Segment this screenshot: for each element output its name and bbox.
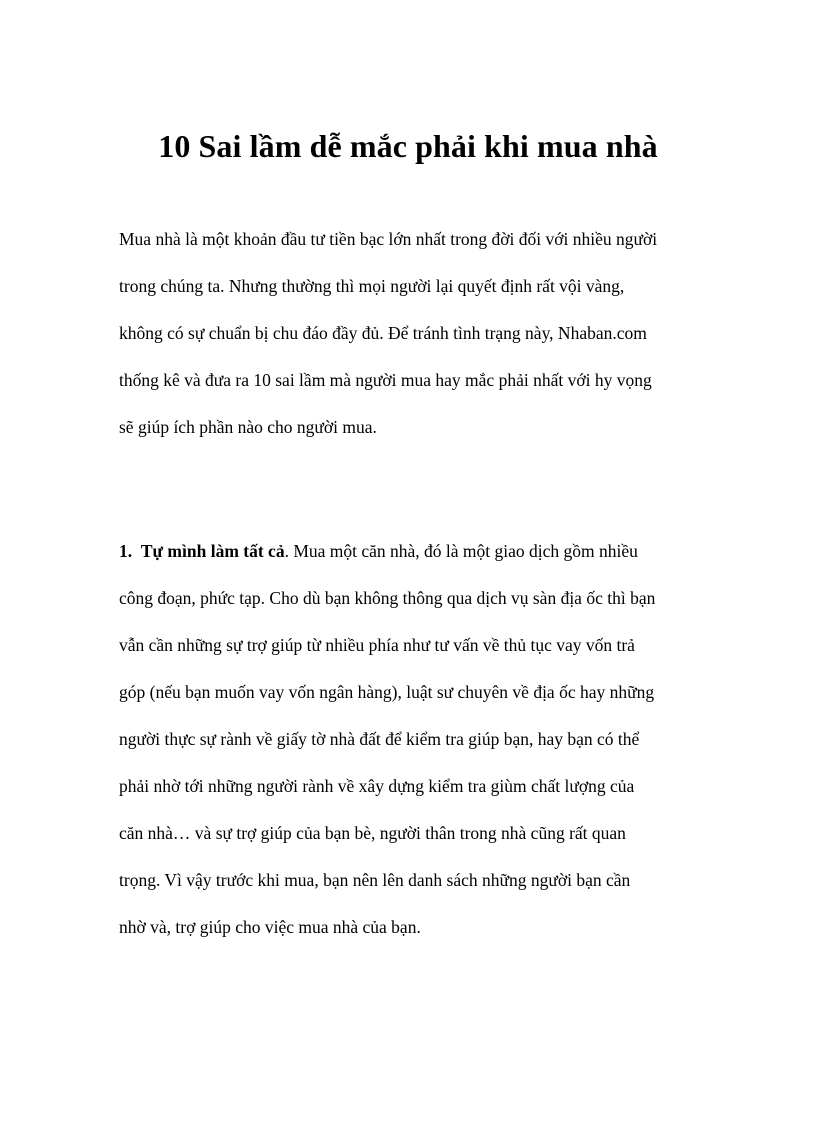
intro-line: không có sự chuẩn bị chu đáo đầy đủ. Để tránh tình trạng này, Nhaban.com [119, 323, 647, 343]
section-1-line: nhờ và, trợ giúp cho việc mua nhà của bạn. [119, 917, 421, 937]
section-1-first-line [119, 528, 709, 575]
section-1-line: công đoạn, phức tạp. Cho dù bạn không thông qua dịch vụ sàn địa ốc thì bạn [119, 588, 656, 608]
intro-line: trong chúng ta. Nhưng thường thì mọi người lại quyết định rất vội vàng, [119, 276, 625, 296]
intro-line: sẽ giúp ích phần nào cho người mua. [119, 417, 377, 437]
document-title: 10 Sai lầm dễ mắc phải khi mua nhà [158, 128, 658, 164]
section-1-line: góp (nếu bạn muốn vay vốn ngân hàng), luật sư chuyên về địa ốc hay những [119, 682, 655, 702]
section-1-number: 1. [119, 541, 133, 561]
section-1-line: người thực sự rành về giấy tờ nhà đất để kiểm tra giúp bạn, hay bạn có thể [119, 729, 640, 749]
section-1-heading: Tự mình làm tất cả [140, 541, 285, 561]
intro-paragraph [119, 216, 709, 451]
section-1-paragraph [119, 528, 709, 951]
section-1-line: vẫn cần những sự trợ giúp từ nhiều phía như tư vấn về thủ tục vay vốn trả [119, 635, 635, 655]
intro-line: thống kê và đưa ra 10 sai lầm mà người mua hay mắc phải nhất với hy vọng [119, 370, 652, 390]
section-1-line: phải nhờ tới những người rành về xây dựng kiểm tra giùm chất lượng của [119, 776, 635, 796]
section-1-line: căn nhà… và sự trợ giúp của bạn bè, người thân trong nhà cũng rất quan [119, 823, 626, 843]
section-1-first-line-text: . Mua một căn nhà, đó là một giao dịch gồm nhiều [284, 541, 638, 561]
section-1-line: trọng. Vì vậy trước khi mua, bạn nên lên danh sách những người bạn cần [119, 870, 631, 890]
intro-line: Mua nhà là một khoản đầu tư tiền bạc lớn nhất trong đời đối với nhiều người [119, 229, 658, 249]
